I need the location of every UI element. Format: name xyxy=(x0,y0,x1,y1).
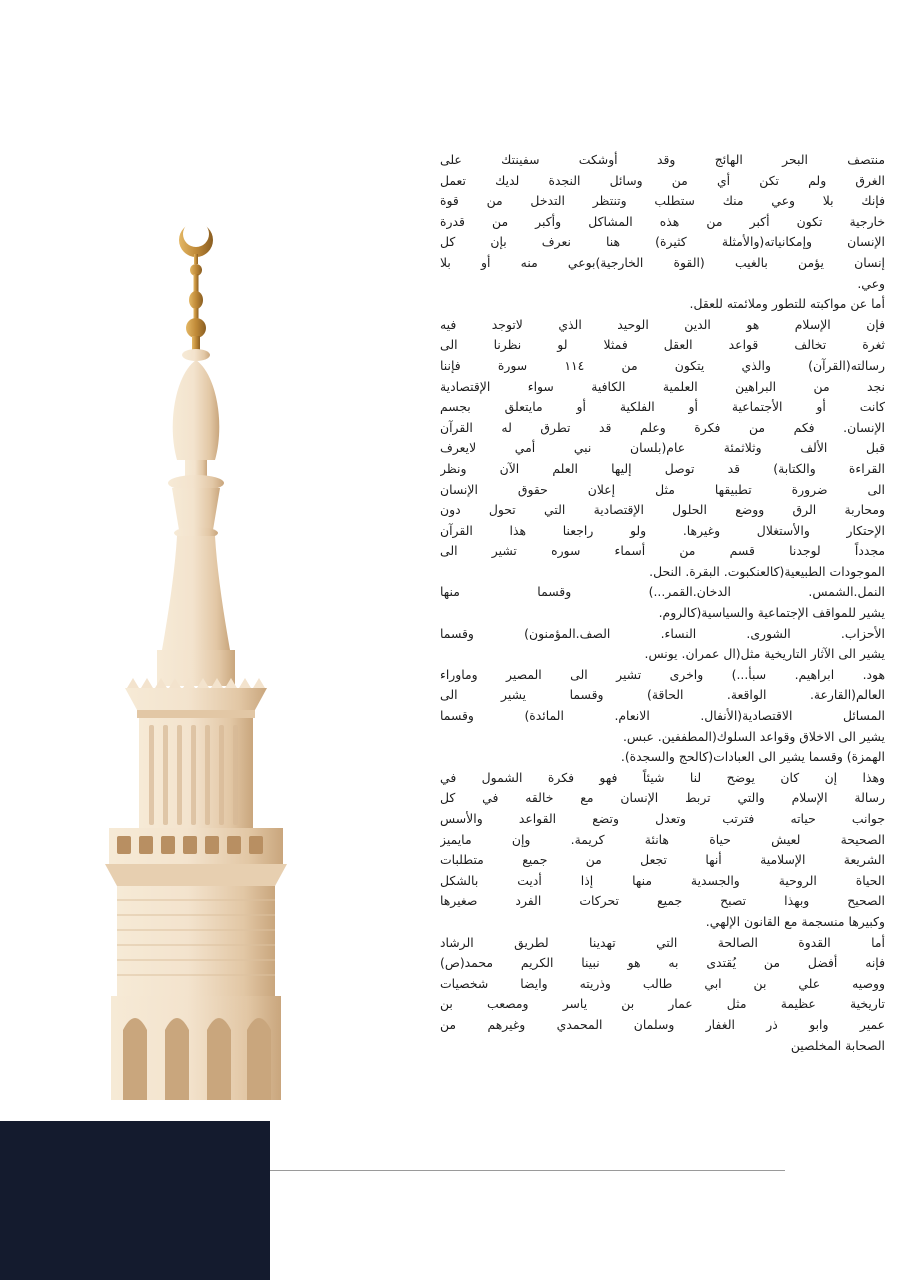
article-line: مجدداً لوجدنا قسم من أسماء سوره تشير الى xyxy=(440,543,885,559)
article-line: ثغرة تخالف قواعد العقل فمثلا لو نظرنا الى xyxy=(440,337,885,353)
fluted-shaft xyxy=(139,718,253,828)
article-line: إنسان يؤمن بالغيب (القوة الخارجية)بوعي منه أو بلا xyxy=(440,254,885,270)
article-line: فإنه أفضل من يُقتدى به هو نبينا الكريم محمد(ص) xyxy=(440,955,885,971)
article-line: الهمزة) وقسما يشير الى العبادات(كالحج والسجدة). xyxy=(620,749,885,765)
article-line: القراءة والكتابة) قد توصل إليها العلم الآن ونظر xyxy=(440,460,885,476)
article-line: خارجية تكون أكبر من هذه المشاكل وأكبر من قدرة xyxy=(440,213,885,229)
lower-shaft xyxy=(111,886,281,1100)
article-line: جوانب حياته فترتب وتعدل وتضع القواعد والأسس xyxy=(440,811,885,826)
article-line: الإحتكار والأستغلال وغيرها. ولو راجعنا هذا القرآن xyxy=(440,522,885,538)
article-line: يشير الى الاخلاق وقواعد السلوك(المطففين. عبس. xyxy=(622,728,885,744)
article-line: الى ضرورة تطبيقها مثل إعلان حقوق الإنسان xyxy=(440,481,885,497)
lattice-band xyxy=(105,828,287,886)
article-line: المسائل الاقتصادية(الأنفال. الانعام. المائدة) وقسما xyxy=(440,708,885,724)
article-line: الصحيحة لعيش حياة هانئة كريمة. وإن مايميز xyxy=(440,831,885,847)
article-line: الإنسان. فكم من فكرة وعلم قد تطرق له القرآن xyxy=(440,419,885,435)
article-line: الأحزاب. الشورى. النساء. الصف.المؤمنون) وقسما xyxy=(440,625,885,641)
article-line: منتصف البحر الهائج وقد أوشكت سفينتك على xyxy=(440,152,885,167)
article-line: عمير وابو ذر الغفار وسلمان المحمدي وغيرهم من xyxy=(440,1016,885,1032)
article-line: أما القدوة الصالحة التي تهدينا لطريق الرشاد xyxy=(440,934,885,950)
article-line: رسالته(القرآن) والذي يتكون من ١١٤ سورة فإننا xyxy=(440,357,885,373)
article-body xyxy=(440,150,885,1056)
article-line: الحياة الروحية والجسدية منها إذا أديت بالشكل xyxy=(440,872,885,888)
minaret-illustration xyxy=(95,210,295,1100)
article-line: فإن الإسلام هو الدين الوحيد الذي لاتوجد فيه xyxy=(440,316,885,332)
article-line: الشريعة الإسلامية أنها تجعل من جميع متطلبات xyxy=(440,852,885,868)
article-line: الإنسان وإمكانياته(والأمثلة كثيرة) هنا نعرف بإن كل xyxy=(440,234,885,250)
article-line: الغرق ولم تكن أي من وسائل النجدة لديك تعمل xyxy=(440,172,885,188)
article-line: وعي. xyxy=(857,275,885,291)
article-line: ووصيه علي بن ابي طالب وذريته وايضا شخصيات xyxy=(440,975,885,991)
footer-divider xyxy=(270,1170,785,1171)
article-line: الصحابة المخلصين xyxy=(790,1037,885,1053)
article-line: الموجودات الطبيعية(كالعنكبوت. البقرة. النحل. xyxy=(649,563,885,579)
article-line: يشير الى الآثار التاريخية مثل(ال عمران. يونس. xyxy=(644,646,885,662)
article-line: الصحيح وبهذا تصبح جميع تحركات الفرد صغيرها xyxy=(440,893,885,909)
article-line: تاريخية عظيمة مثل عمار بن ياسر ومصعب بن xyxy=(440,996,885,1012)
article-line: رسالة الإسلام والتي تربط الإنسان مع خالقه في كل xyxy=(440,790,885,806)
crescent-finial xyxy=(179,221,213,350)
article-line: وهذا إن كان يوضح لنا شيئاً فهو فكرة الشمول في xyxy=(440,769,885,785)
article-line: كانت أو الأجتماعية أو الفلكية أو مايتعلق بجسم xyxy=(440,399,885,415)
navy-corner-block xyxy=(0,1121,270,1280)
article-line: أما عن مواكبته للتطور وملائمته للعقل. xyxy=(689,296,885,312)
article-line: نجد من البراهين العلمية الكافية سواء الإقتصادية xyxy=(440,378,885,394)
article-line: ومحاربة الرق ووضع الحلول الإقتصادية التي تحول دون xyxy=(440,502,885,518)
article-line: فإنك بلا وعي منك ستطلب وتنتظر التدخل من قوة xyxy=(440,193,885,209)
article-line: يشير للمواقف الإجتماعية والسياسية(كالروم. xyxy=(658,605,885,621)
spire xyxy=(157,349,235,686)
article-line: العالم(القارعة. الواقعة. الحاقة) وقسما يشير الى xyxy=(440,687,885,703)
article-line: هود. ابراهيم. سبأ...) واخرى تشير الى المصير وماوراء xyxy=(440,666,885,682)
article-line: وكبيرها منسجمة مع القانون الإلهي. xyxy=(705,913,885,929)
article-line: النمل.الشمس. الدخان.القمر...) وقسما منها xyxy=(440,584,885,600)
article-line: قبل الألف وثلاثمئة عام(بلسان نبي أمي لايعرف xyxy=(440,440,885,456)
